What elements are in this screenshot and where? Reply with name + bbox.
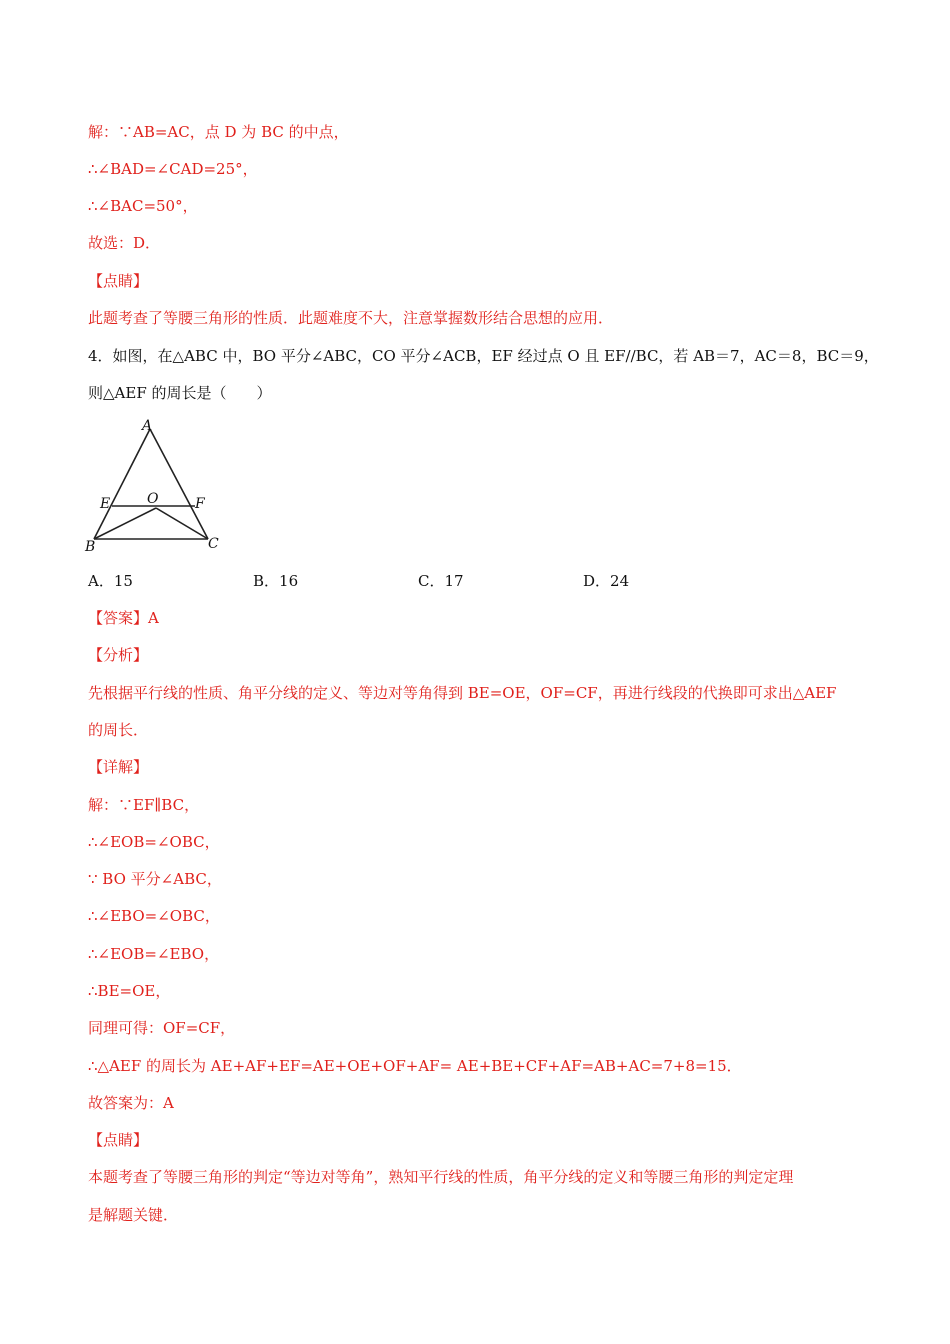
question-line-1: 4．如图，在△ABC 中，BO 平分∠ABC，CO 平分∠ACB，EF 经过点 O 且 EF//BC，若 AB＝7，AC＝8，BC＝9， [88,347,879,365]
comment-line-2: 是解题关键． [88,1206,179,1224]
segment-ab [94,429,150,539]
detail-step-7: 同理可得：OF=CF， [88,1019,236,1037]
conclusion: 故答案为：A [88,1094,174,1112]
label-b: B [85,539,96,555]
label-f: F [195,496,205,512]
question-line-2: 则△AEF 的周长是（ ） [88,384,272,402]
option-c: C．17 [418,572,464,590]
comment-line-1: 本题考查了等腰三角形的判定“等边对等角”，熟知平行线的性质，角平分线的定义和等腰三角形的判定定理 [88,1168,794,1186]
detail-step-5: ∴∠EOB=∠EBO， [88,945,220,963]
prev-comment-text: 此题考查了等腰三角形的性质．此题难度不大，注意掌握数形结合思想的应用． [88,309,614,327]
answer-row [88,608,159,628]
analysis-tag: 【分析】 [88,646,149,664]
analysis-line-2: 的周长． [88,721,149,739]
prev-solution-line-2: ∴∠BAD=∠CAD=25°， [88,160,258,178]
triangle-figure [80,418,230,558]
label-e: E [100,496,111,512]
comment-tag: 【点睛】 [88,1131,149,1149]
detail-step-4: ∴∠EBO=∠OBC， [88,907,220,925]
option-a: A．15 [88,572,133,590]
detail-step-3: ∵ BO 平分∠ABC， [88,870,222,888]
detail-step-8: ∴△AEF 的周长为 AE+AF+EF=AE+OE+OF+AF= AE+BE+CF+AF=AB+AC=7+8=15． [88,1057,742,1075]
segment-bo [94,508,156,539]
prev-solution-line-1: 解：∵AB=AC，点 D 为 BC 的中点， [88,123,349,141]
label-c: C [208,536,219,552]
detail-tag: 【详解】 [88,758,149,776]
prev-solution-line-4: 故选：D． [88,234,161,252]
prev-solution-line-3: ∴∠BAC=50°， [88,197,198,215]
label-a: A [142,418,153,434]
answer-value: A [148,609,159,627]
detail-step-1: 解：∵EF∥BC， [88,796,200,814]
answer-tag: 【答案】 [88,609,149,627]
analysis-line-1: 先根据平行线的性质、角平分线的定义、等边对等角得到 BE=OE，OF=CF，再进行线段的代换即可求出△AEF [88,684,837,702]
option-d: D．24 [583,572,630,590]
option-b: B．16 [253,572,299,590]
detail-step-2: ∴∠EOB=∠OBC， [88,833,220,851]
label-o: O [147,491,159,507]
detail-step-6: ∴BE=OE， [88,982,171,1000]
prev-comment-tag: 【点睛】 [88,272,149,290]
